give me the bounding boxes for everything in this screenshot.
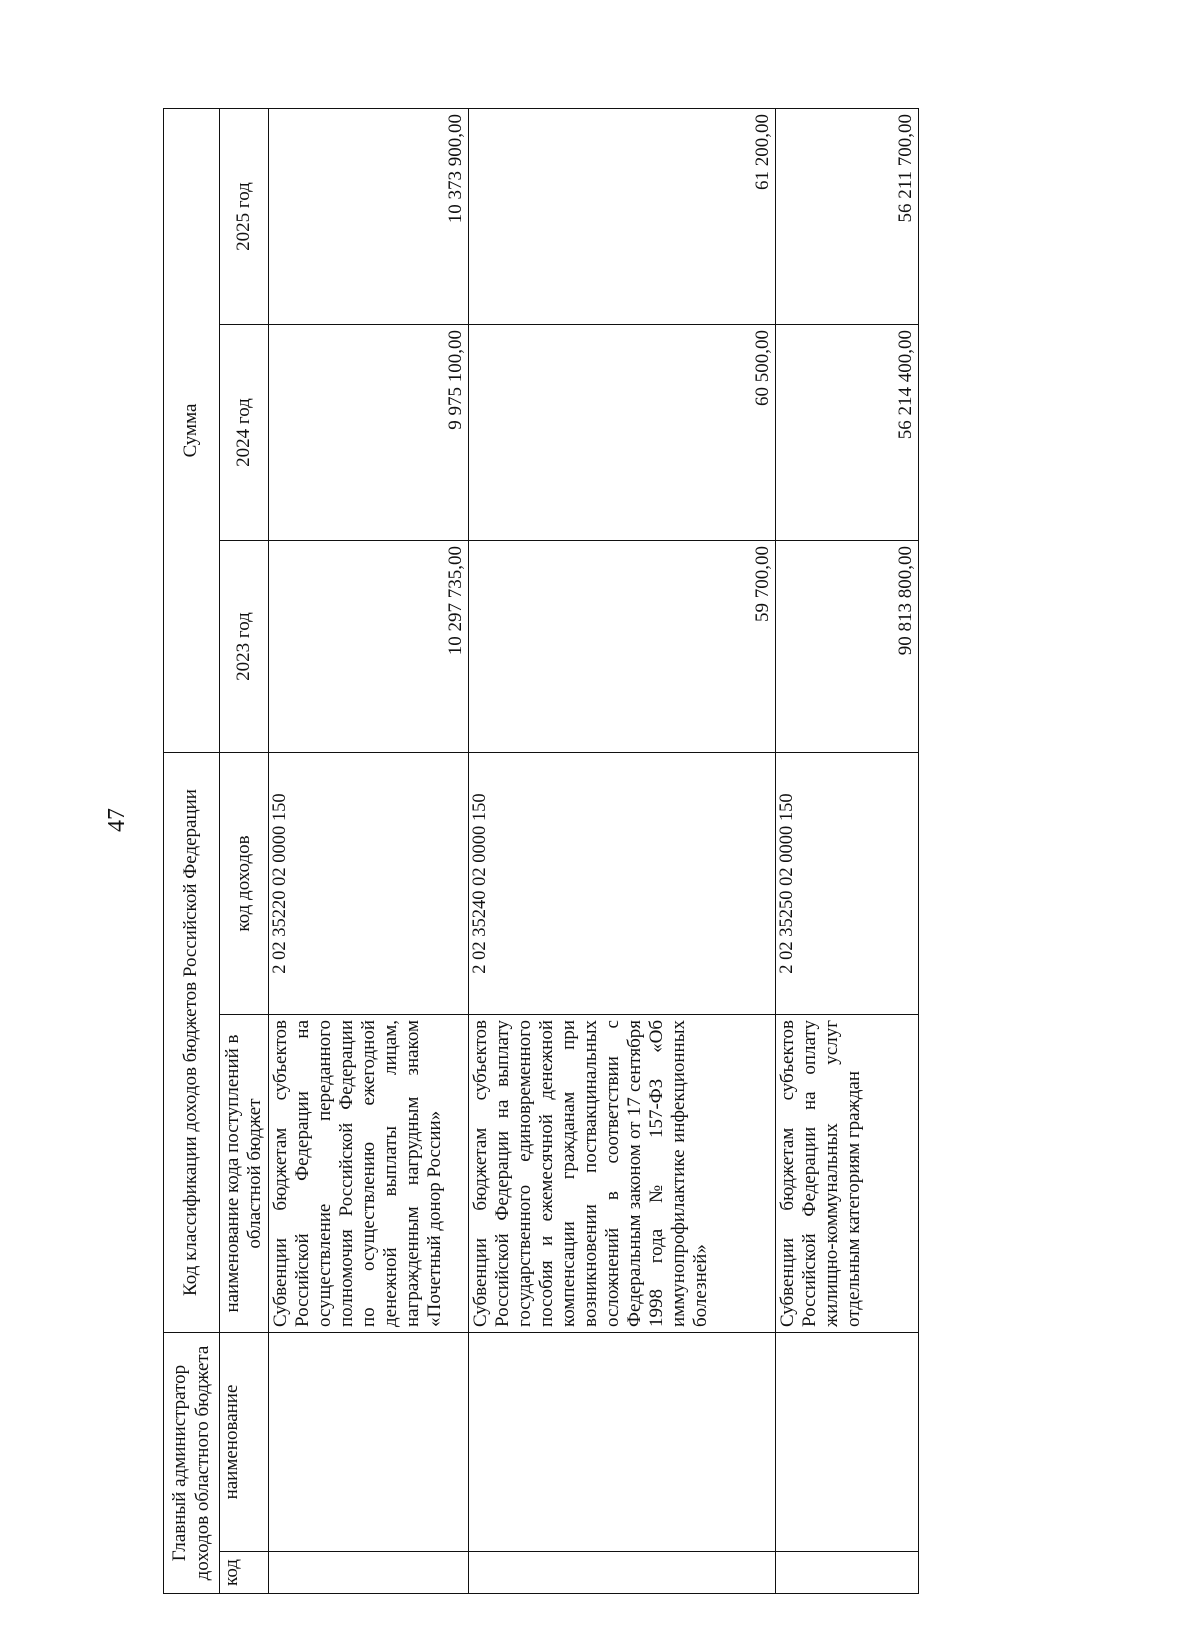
col-header-code: код <box>219 1551 268 1593</box>
income-description: Субвенции бюджетам субъектов Российской Федерации на выплату государственного единовременного пособия и ежемесячной денежной компенсации гражданам при возникновении поствакцинальных осложнений в соответствии с Федеральным законом от 17 сентября 1998 года № 157-ФЗ «Об иммунопрофилактике инфекционных болезней» <box>468 1014 775 1332</box>
admin-name-cell <box>468 1332 775 1551</box>
col-header-2024: 2024 год <box>219 324 268 540</box>
amount-2024: 56 214 400,00 <box>775 324 918 540</box>
col-header-income-name: наименование кода поступлений в областной бюджет <box>219 1014 268 1332</box>
amount-2025: 56 211 700,00 <box>775 108 918 324</box>
income-description: Субвенции бюджетам субъектов Российской Федерации на оплату жилищно-коммунальных услуг отдельным категориям граждан <box>775 1014 918 1332</box>
header-sum: Сумма <box>163 108 219 752</box>
admin-code-cell <box>775 1551 918 1593</box>
amount-2023: 59 700,00 <box>468 540 775 752</box>
rotated-sheet <box>163 109 918 1594</box>
admin-code-cell <box>468 1551 775 1593</box>
header-main-admin: Главный администратор доходов областного бюджета <box>163 1332 219 1593</box>
income-code: 2 02 35240 02 0000 150 <box>468 752 775 1014</box>
admin-name-cell <box>775 1332 918 1551</box>
income-code: 2 02 35220 02 0000 150 <box>268 752 468 1014</box>
amount-2025: 61 200,00 <box>468 108 775 324</box>
col-header-income-code: код доходов <box>219 752 268 1014</box>
header-classification: Код классификации доходов бюджетов Российской Федерации <box>163 752 219 1332</box>
amount-2024: 9 975 100,00 <box>268 324 468 540</box>
income-code: 2 02 35250 02 0000 150 <box>775 752 918 1014</box>
amount-2023: 10 297 735,00 <box>268 540 468 752</box>
budget-table <box>163 107 919 1593</box>
col-header-2025: 2025 год <box>219 108 268 324</box>
amount-2023: 90 813 800,00 <box>775 540 918 752</box>
page-number: 47 <box>104 808 130 832</box>
col-header-2023: 2023 год <box>219 540 268 752</box>
table-row <box>775 108 918 1593</box>
admin-code-cell <box>268 1551 468 1593</box>
amount-2024: 60 500,00 <box>468 324 775 540</box>
table-row <box>268 108 468 1593</box>
col-header-name: наименование <box>219 1332 268 1551</box>
income-description: Субвенции бюджетам субъектов Российской Федерации на осуществление переданного полномочия Российской Федерации по осуществлению ежегодной денежной выплаты лицам, награжденным нагрудным знаком «Почетный донор России» <box>268 1014 468 1332</box>
amount-2025: 10 373 900,00 <box>268 108 468 324</box>
admin-name-cell <box>268 1332 468 1551</box>
table-row <box>468 108 775 1593</box>
